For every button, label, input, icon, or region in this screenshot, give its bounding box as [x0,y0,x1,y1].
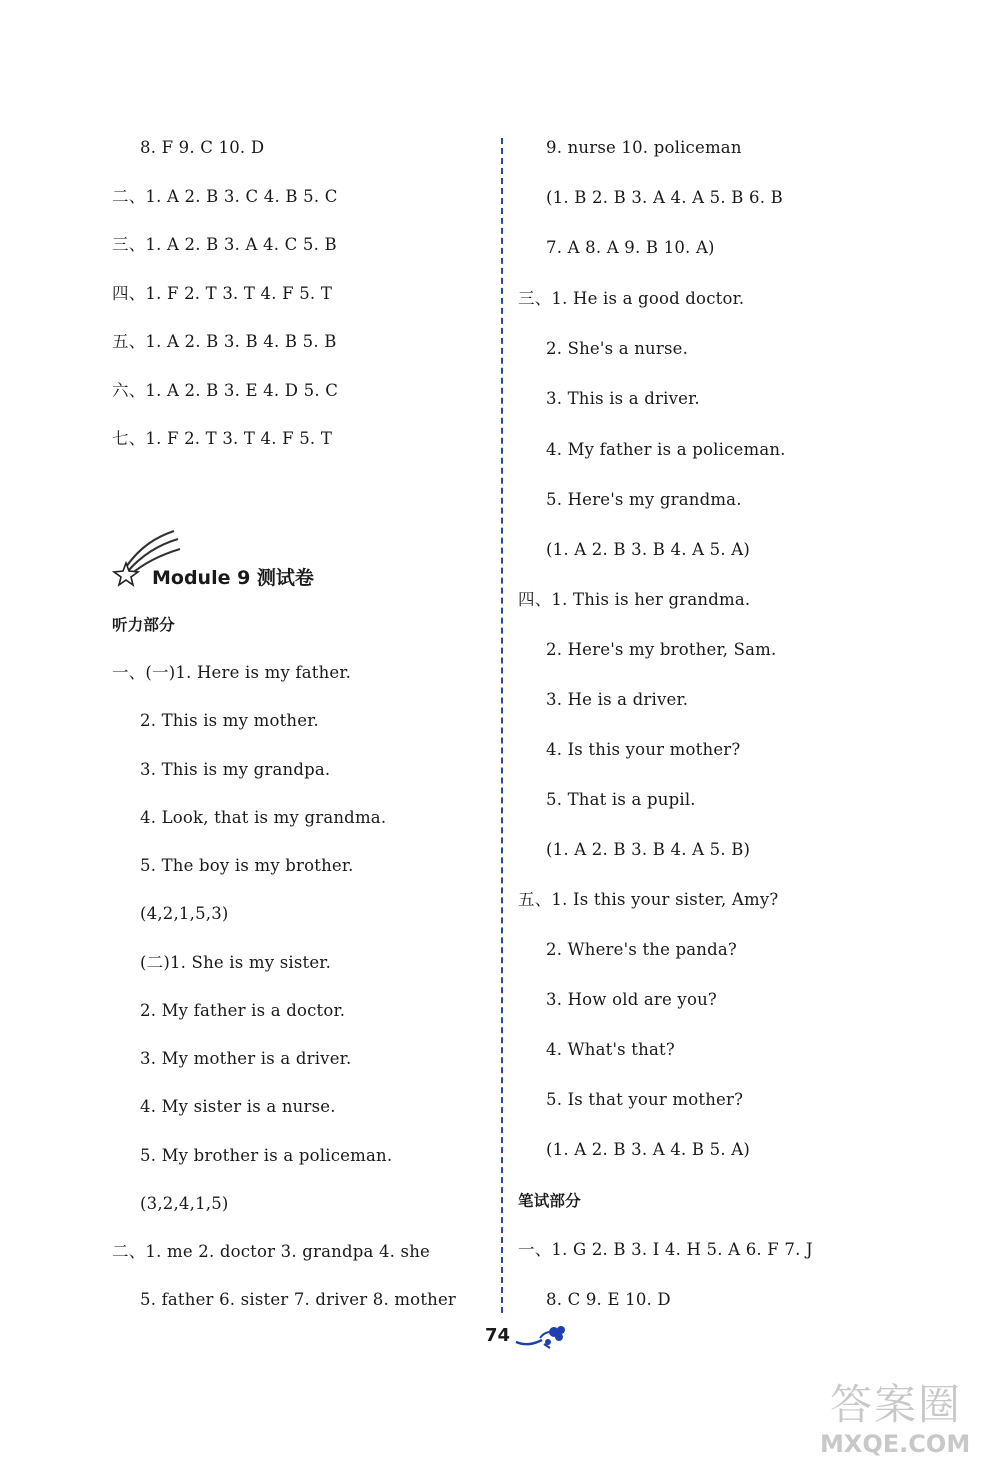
answer-line: 4. What's that? [546,1040,675,1059]
answer-line: 2. Here's my brother, Sam. [546,640,777,659]
answer-line: 5. Here's my grandma. [546,490,742,509]
watermark-text: 答案圈 [830,1380,963,1429]
answer-line: 3. My mother is a driver. [140,1049,352,1068]
answer-line: 3. This is my grandpa. [140,760,331,779]
answer-line: 5. That is a pupil. [546,790,696,809]
answer-line: 3. He is a driver. [546,690,689,709]
answer-line: (4,2,1,5,3) [140,904,229,923]
answer-line: 4. My father is a policeman. [546,440,786,459]
flower-ornament-icon [514,1322,572,1352]
answer-line: 三、1. A 2. B 3. A 4. C 5. B [112,235,337,254]
answer-line: 五、1. A 2. B 3. B 4. B 5. B [112,332,337,351]
answer-line: (1. A 2. B 3. B 4. A 5. A) [546,540,750,559]
answer-line: 一、(一)1. Here is my father. [112,663,352,682]
answer-line: 4. My sister is a nurse. [140,1097,336,1116]
watermark [808,1372,992,1464]
answer-line: (1. B 2. B 3. A 4. A 5. B 6. B [546,188,783,207]
answer-line: 四、1. This is her grandma. [518,590,751,609]
answer-line: 8. C 9. E 10. D [546,1290,671,1309]
answer-line: 六、1. A 2. B 3. E 4. D 5. C [112,381,339,400]
answer-line: 3. How old are you? [546,990,717,1009]
answer-line: (1. A 2. B 3. B 4. A 5. B) [546,840,751,859]
answer-line: 4. Look, that is my grandma. [140,808,387,827]
column-divider [501,138,503,1313]
answer-line: 2. Where's the panda? [546,940,737,959]
answer-line: 五、1. Is this your sister, Amy? [518,890,779,909]
section-title: 笔试部分 [518,1192,581,1210]
answer-line: (二)1. She is my sister. [140,953,332,972]
module-title: Module 9 测试卷 [152,567,314,589]
answer-line: 3. This is a driver. [546,389,700,408]
answer-line: (3,2,4,1,5) [140,1194,229,1213]
answer-line: 5. father 6. sister 7. driver 8. mother [140,1290,457,1309]
answer-line: 2. My father is a doctor. [140,1001,346,1020]
answer-line: 三、1. He is a good doctor. [518,289,745,308]
answer-line: 四、1. F 2. T 3. T 4. F 5. T [112,284,333,303]
answer-line: 二、1. A 2. B 3. C 4. B 5. C [112,187,338,206]
answer-line: 9. nurse 10. policeman [546,138,742,157]
answer-line: 5. The boy is my brother. [140,856,354,875]
answer-line: 8. F 9. C 10. D [140,138,265,157]
page-number: 74 [485,1325,511,1346]
answer-line: 二、1. me 2. doctor 3. grandpa 4. she [112,1242,431,1261]
answer-line: 4. Is this your mother? [546,740,741,759]
answer-line: 七、1. F 2. T 3. T 4. F 5. T [112,429,333,448]
answer-line: (1. A 2. B 3. A 4. B 5. A) [546,1140,750,1159]
answer-line: 2. This is my mother. [140,711,319,730]
answer-line: 2. She's a nurse. [546,339,689,358]
answer-line: 7. A 8. A 9. B 10. A) [546,238,715,257]
answer-line: 一、1. G 2. B 3. I 4. H 5. A 6. F 7. J [518,1240,813,1259]
section-title: 听力部分 [112,616,175,634]
watermark-url: MXQE.COM [820,1430,971,1458]
answer-line: 5. My brother is a policeman. [140,1146,393,1165]
answer-line: 5. Is that your mother? [546,1090,744,1109]
